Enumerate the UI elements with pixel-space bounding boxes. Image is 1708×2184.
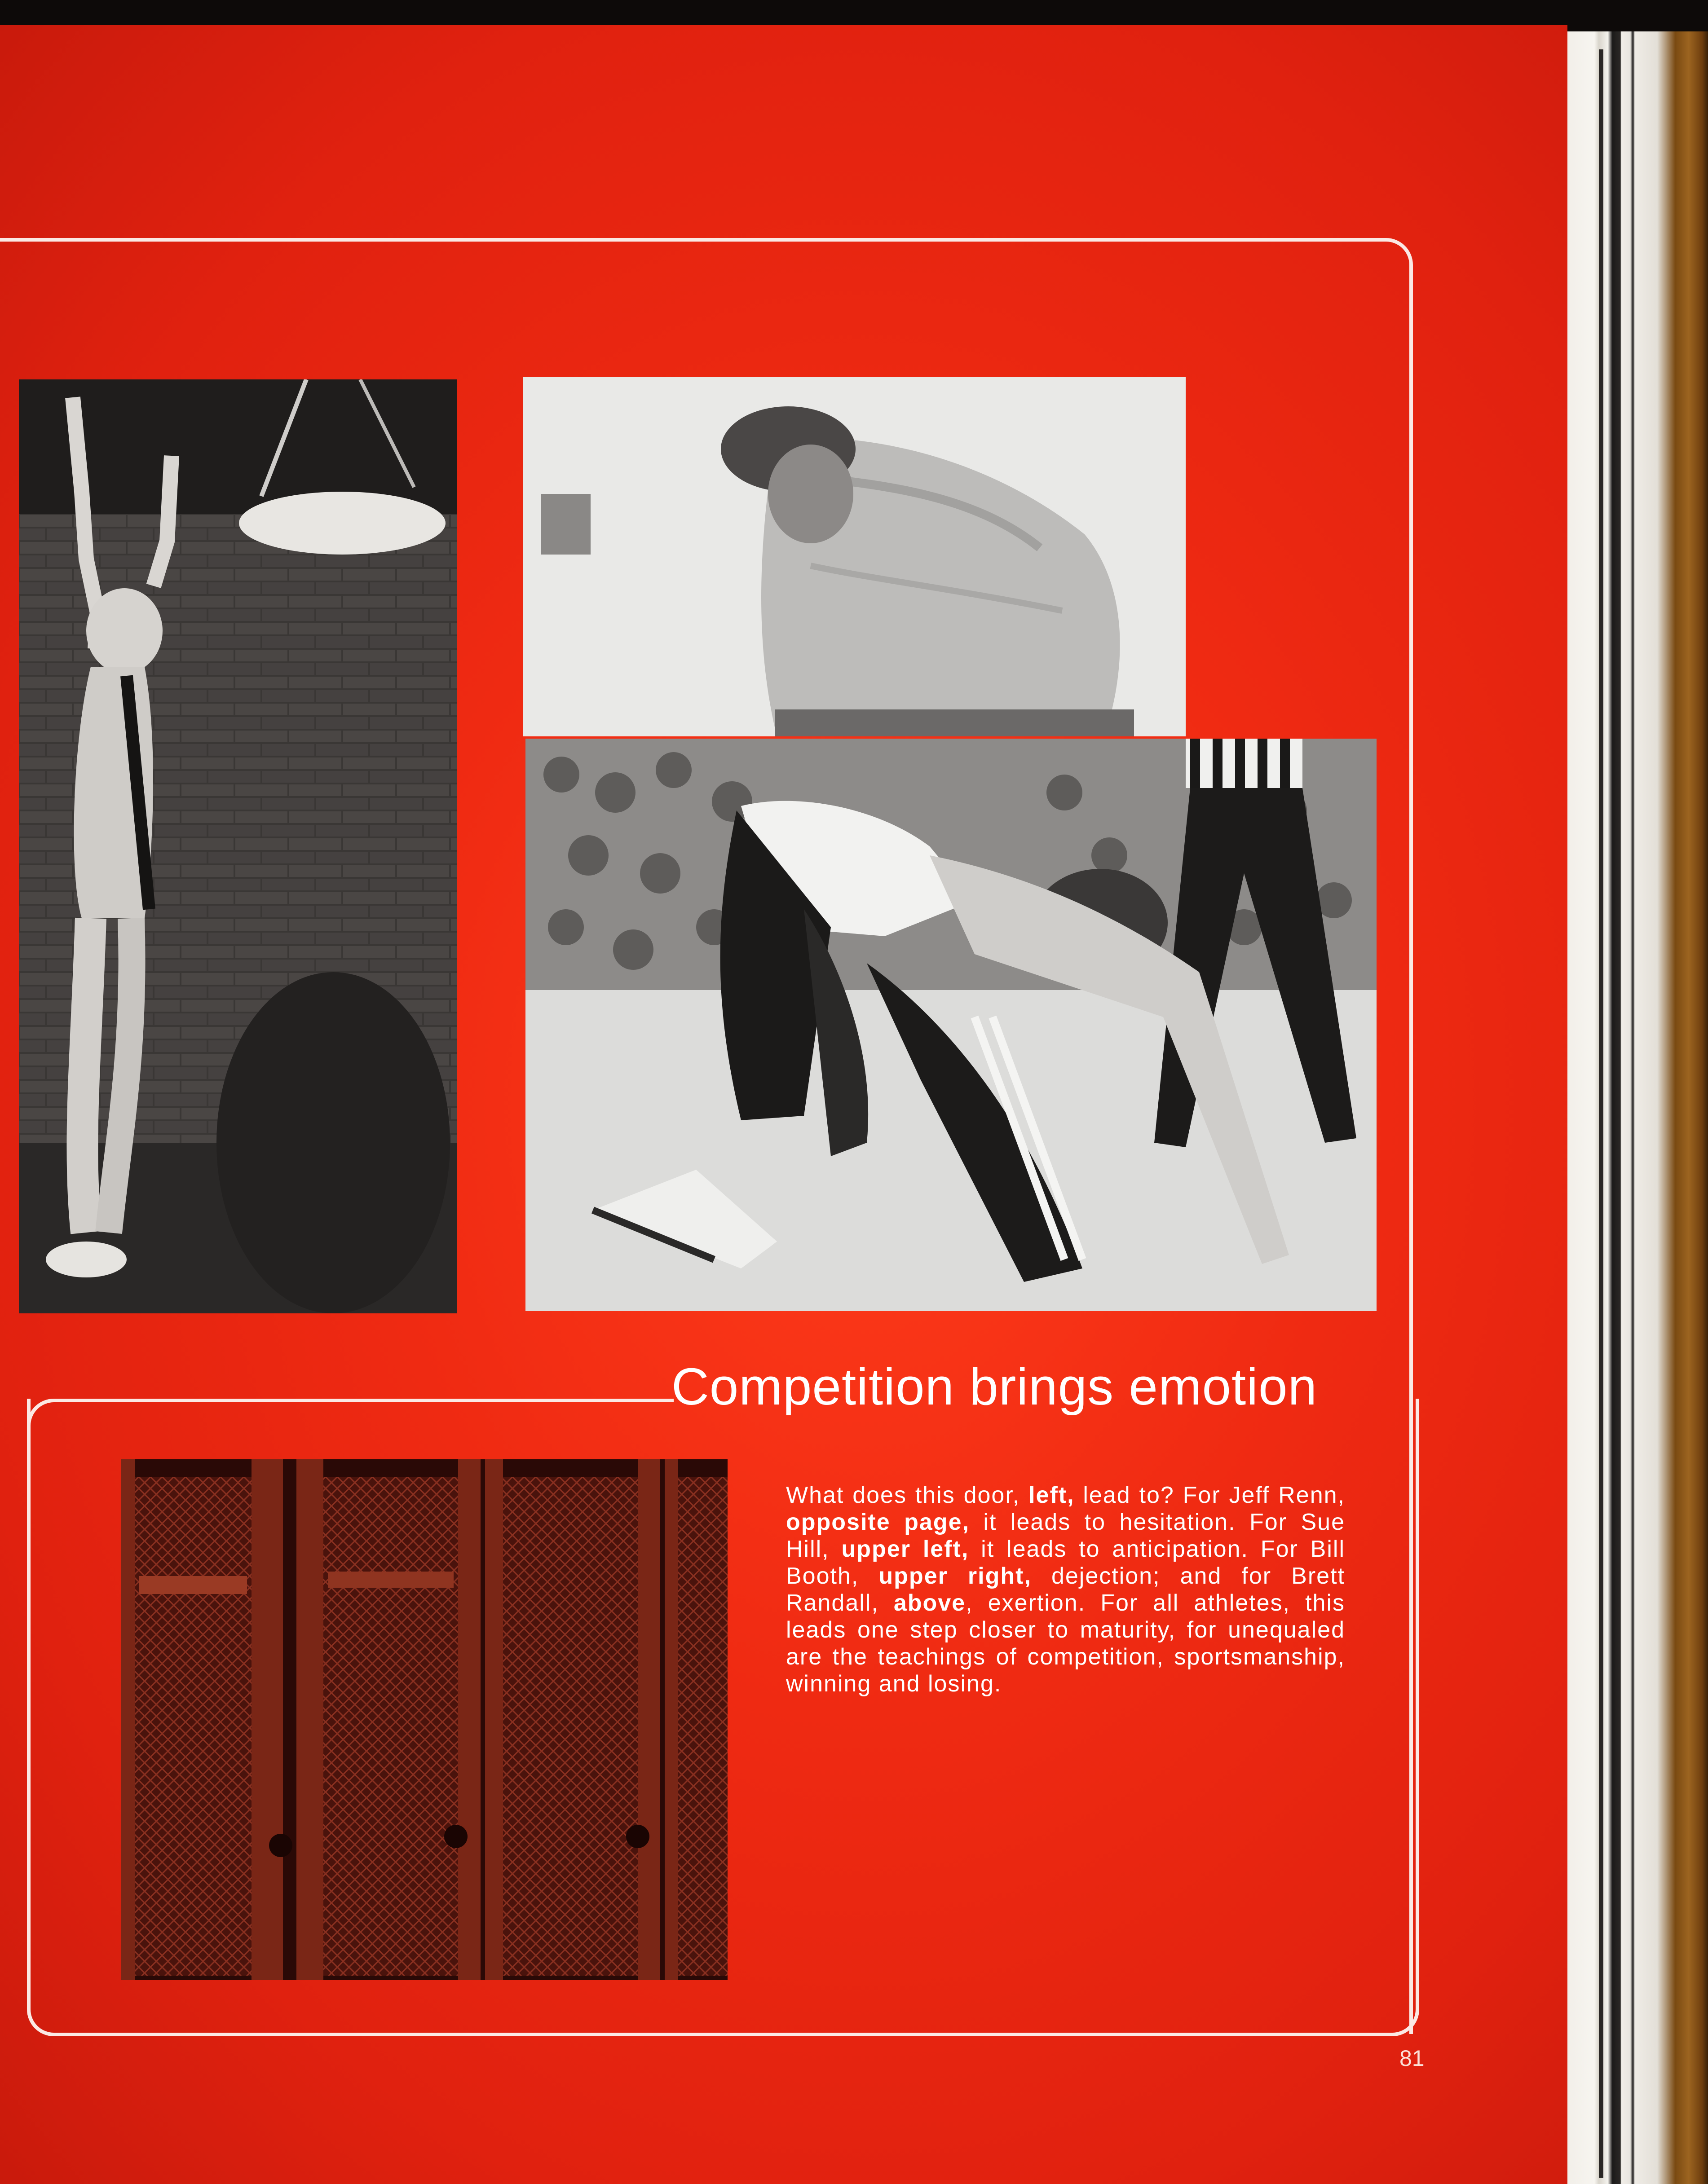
gymnast-photo xyxy=(19,379,457,1313)
locker-door-photo xyxy=(121,1459,728,1980)
caption-text: , exertion. For all athletes, this leads one step closer to maturity, for unequaled are the teachings of competition, sportsmanship, winning and losing. xyxy=(786,1590,1345,1697)
caption-text: lead to? For Jeff Renn, xyxy=(1074,1482,1345,1508)
page-headline: Competition brings emotion xyxy=(671,1357,1318,1416)
caption-text: What does this door, xyxy=(786,1482,1029,1508)
frame-line-bottom-corner xyxy=(27,1399,674,1435)
wrestling-match-photo xyxy=(525,739,1377,1311)
book-page-edges xyxy=(1567,31,1708,2184)
caption-bold: upper right, xyxy=(878,1563,1032,1589)
book-binding-line xyxy=(1599,49,1603,2178)
caption-paragraph xyxy=(786,1482,1345,1697)
caption-bold: upper left, xyxy=(841,1536,969,1562)
caption-bold: above xyxy=(893,1590,966,1616)
towel-wrestler-photo xyxy=(523,377,1186,736)
caption-text: it leads to anticipation. For Bill Booth, xyxy=(786,1536,1346,1589)
caption-bold: opposite page, xyxy=(786,1509,970,1535)
caption-bold: left, xyxy=(1028,1482,1075,1508)
caption-text: dejection; and for Brett Randall, xyxy=(786,1563,1345,1616)
page-number: 81 xyxy=(1399,2046,1425,2071)
caption-text: it leads to hesitation. For Sue Hill, xyxy=(786,1509,1346,1562)
